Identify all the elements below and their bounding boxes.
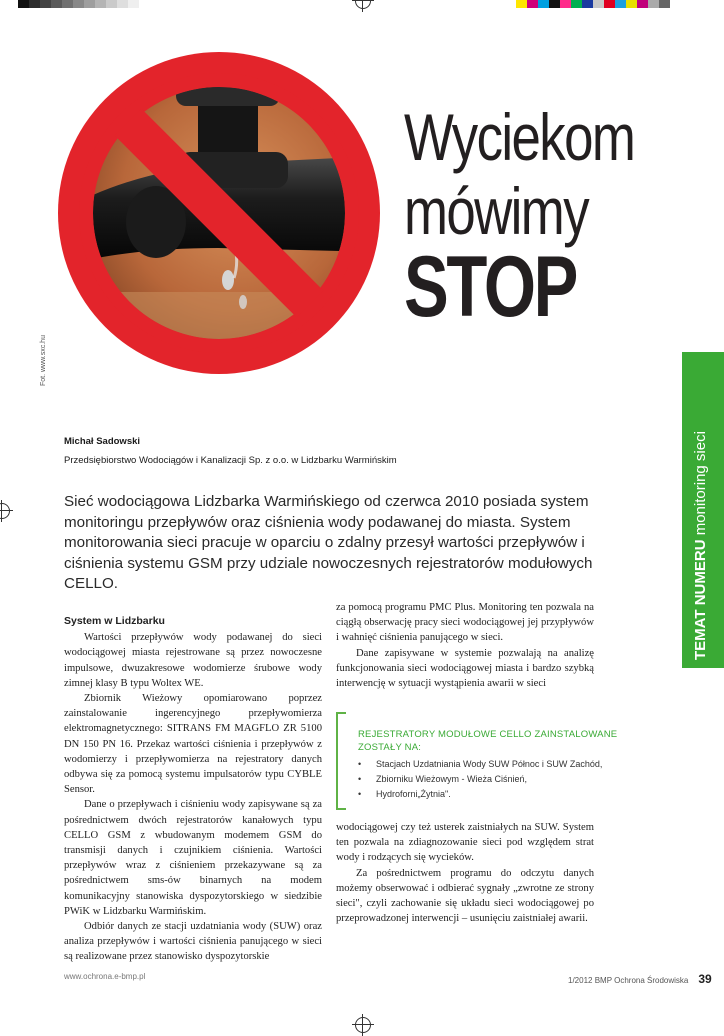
author-affiliation: Przedsiębiorstwo Wodociągów i Kanalizacji Sp. z o.o. w Lidzbarku Warmińskim xyxy=(64,455,397,466)
callout-list xyxy=(358,757,602,802)
callout-item: • Zbiorniku Wieżowym - Wieża Ciśnień, xyxy=(358,772,602,787)
section-tab-rest: monitoring sieci xyxy=(692,431,709,540)
print-color-bar xyxy=(516,0,670,8)
page-number: 39 xyxy=(698,972,712,986)
footer-issue-label: 1/2012 BMP Ochrona Środowiska xyxy=(568,976,689,985)
body-column-right-bottom xyxy=(336,820,594,926)
photo-credit: Fot. www.sxc.hu xyxy=(40,335,47,386)
callout-box xyxy=(336,712,616,810)
body-column-left xyxy=(64,614,322,965)
registration-mark-bottom xyxy=(355,1017,371,1033)
callout-item: • Stacjach Uzdatniania Wody SUW Północ i SUW Zachód, xyxy=(358,757,602,772)
title-line-3: STOP xyxy=(404,239,577,335)
body-paragraph: Odbiór danych ze stacji uzdatniania wody (SUW) oraz analiza przepływów i wartości ciśnienia panującego w sieci są realizowane przez stanowisko dyspozytorskie xyxy=(64,921,322,963)
print-grayscale-bar xyxy=(18,0,139,8)
section-tab-label xyxy=(692,431,709,660)
body-paragraph: Dane o przepływach i ciśnieniu wody zapisywane są za pośrednictwem dwóch rejestratorów kanałowych typu CELLO GSM z wbudowanym modemem GSM do transmisji danych i czujnikiem ciśnienia. Wartości przepływów wraz z ciśnieniem przekazywane są za pośrednictwem sms-ów binarnych na modem komunikacyjny stanowiska dyspozytorskiego w siedzibie PWiK w Lidzbarku Warmińskim. xyxy=(64,799,322,917)
callout-bracket xyxy=(336,712,346,810)
section-tab-bold: TEMAT NUMERU xyxy=(692,539,709,660)
footer-url: www.ochrona.e-bmp.pl xyxy=(64,972,146,981)
author-block xyxy=(64,436,397,466)
body-paragraph: Dane zapisywane w systemie pozwalają na analizę funkcjonowania sieci wodociągowej miasta i bardzo szybką interwencję w sytuacji wystąpienia awarii w sieci xyxy=(336,647,594,690)
body-paragraph: za pomocą programu PMC Plus. Monitoring ten pozwala na ciągłą obserwację pracy sieci wodociągowej jej przypływów i wahnięć ciśnienia panującego w sieci. xyxy=(336,602,594,644)
footer-issue xyxy=(568,972,712,986)
callout-title: REJESTRATORY MODUŁOWE CELLO ZAINSTALOWANE ZOSTAŁY NA: xyxy=(358,729,618,753)
title-line-2: mówimy xyxy=(404,174,588,248)
body-paragraph: Za pośrednictwem programu do odczytu danych możemy obserwować i odbierać sygnały „zwrotne ze strony sieci", czyli zachowanie się układu sieci wodociągowej po przeprowadzonej interwencji – usunięciu zaistniałej awarii. xyxy=(336,867,594,925)
body-column-right-top xyxy=(336,600,594,691)
title-line-1: Wyciekom xyxy=(404,100,635,174)
author-name: Michał Sadowski xyxy=(64,436,141,447)
body-paragraph: Zbiornik Wieżowy opomiarowano poprzez zainstalowanie ingerencyjnego przepływomierza elektromagnetycznego: SITRANS FM MAGFLO ZR 5100 DN 150 PN 16. Przekaz wartości ciśnienia i przepływów z wodomierzy i przepływomierza na rejestratory danych odbywa się za pomocą systemu impulsatorów typu CYBLE Sensor. xyxy=(64,693,322,796)
callout-item: • Hydroforni„Żytnia". xyxy=(358,787,602,802)
lead-paragraph: Sieć wodociągowa Lidzbarka Warmińskiego od czerwca 2010 posiada system monitoringu przepływów oraz ciśnienia wody podawanej do miasta. System monitorowania sieci pracuje w oparciu o zdalny przesył wartości przepływów i ciśnienia systemu GSM przy udziale nowoczesnych rejestratorów modułowych CELLO. xyxy=(64,493,593,592)
registration-mark-left xyxy=(0,503,10,519)
body-paragraph: Wartości przepływów wody podawanej do sieci wodociągowej miasta rejestrowane są przez nowoczesne impulsowe, dwuzakresowe wodomierze śrubowe wody zimnej klasy B typu Woltex WE. xyxy=(64,632,322,689)
stop-sign-image xyxy=(58,52,380,374)
registration-mark-top xyxy=(355,0,371,9)
body-paragraph: wodociągowej czy też usterek zaistniałych na SUW. System ten pozwala na zdiagnozowanie sieci pod względem strat wody i rodzących się wycieków. xyxy=(336,822,594,864)
article-title xyxy=(404,96,692,335)
section-heading: System w Lidzbarku xyxy=(64,615,165,627)
section-tab xyxy=(682,352,724,668)
